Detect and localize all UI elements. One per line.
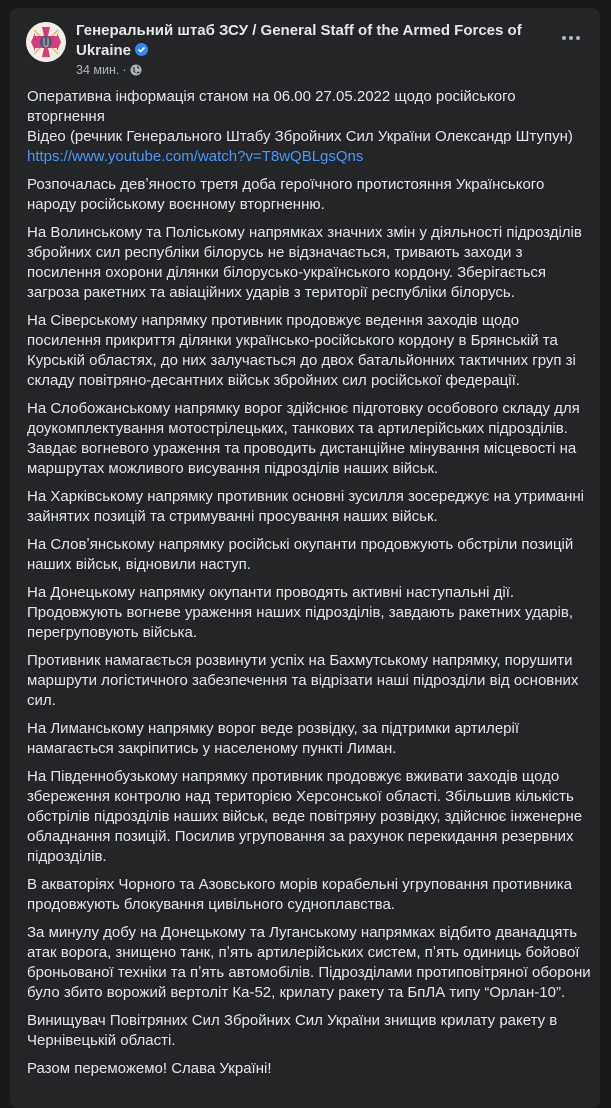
paragraph-donetsk: На Донецькому напрямку окупанти проводять активні наступальні дії. Продовжують вогневе ураження наших підрозділів, завдають ракетних ударів, перегруповують війська.: [27, 584, 574, 641]
paragraph-bakhmut: Противник намагається розвинути успіх на Бахмутському напрямку, порушити маршрути логістичного забезпечення та відрізати наші підрозділи від основних сил.: [27, 652, 579, 709]
paragraph-pivdennobuzky: На Південнобузькому напрямку противник продовжує вживати заходів щодо збереження контролю над територією Херсонської області. Збільшив кількість обстрілів підрозділів наших військ, веде повітряну розвідку, здійснює інженерне обладнання позицій. Посилив угруповання за рахунок перекидання резервних підрозділів.: [27, 768, 583, 865]
paragraph-volyn-polissia: На Волинському та Поліському напрямках значних змін у діяльності підрозділів збройних сил республіки білорусь не відзначається, тривають заходи з посилення охорони ділянки білорусько-українського кордону. Зберігається загроза ракетних та авіаційних ударів з території республіки білорусь.: [27, 224, 582, 301]
intro-line-2: Відео (речник Генерального Штабу Збройних Сил України Олександр Штупун): [27, 128, 573, 145]
avatar[interactable]: [26, 22, 66, 62]
post-card: [10, 8, 600, 1108]
globe-icon[interactable]: [130, 64, 142, 76]
verified-badge-icon: [135, 43, 148, 56]
dot-icon: [562, 36, 566, 40]
dot-icon: [569, 36, 573, 40]
paragraph-daily-losses: За минулу добу на Донецькому та Луганському напрямках відбито дванадцять атак ворога, знищено танк, пʼять артилерійських систем, пʼять одиниць бойової броньованої техніки та пʼять автомобілів. Підрозділами протиповітряної оборони було збито ворожий вертоліт Ка-52, крилату ракету та БпЛА типу “Орлан-10”.: [27, 924, 591, 1001]
post-intro: [27, 87, 592, 167]
post-body: [27, 87, 592, 1087]
more-options-button[interactable]: [562, 36, 580, 40]
post-meta: [76, 63, 142, 77]
post-header: [10, 8, 600, 80]
author-name[interactable]: Генеральний штаб ЗСУ / General Staff of the Armed Forces of Ukraine: [76, 22, 522, 59]
paragraph-black-azov-seas: В акваторіях Чорного та Азовського морів корабельні угруповання противника продовжують блокування цивільного судноплавства.: [27, 876, 573, 913]
dot-icon: [576, 36, 580, 40]
paragraph-sloviansk: На Словʼянському напрямку російські окупанти продовжують обстріли позицій наших військ, відновили наступ.: [27, 536, 574, 573]
meta-separator: ·: [122, 63, 127, 77]
paragraph-siversky: На Сіверському напрямку противник продовжує ведення заходів щодо посилення прикриття ділянки українсько-російського кордону в Брянській та Курській областях, до них залучається до двох батальйонних тактичних груп зі складу повітряно-десантних військ збройних сил російської федерації.: [27, 312, 576, 389]
paragraph-slobozhansky: На Слобожанському напрямку ворог здійснює підготовку особового складу для доукомплектування мотострілецьких, танкових та артилерійських підрозділів. Завдає вогневого ураження та проводить дистанційне мінування місцевості на маршрутах можливого висування підрозділів наших військ.: [27, 400, 580, 477]
paragraph-kharkiv: На Харківському напрямку противник основні зусилля зосереджує на утриманні зайнятих позицій та стримуванні просування наших військ.: [27, 488, 585, 525]
armed-forces-emblem-icon: [26, 22, 66, 62]
paragraph-intro-day: Розпочалась девʼяносто третя доба героїчного протистояння Українського народу російському воєнному вторгненню.: [27, 176, 545, 213]
paragraph-air-force: Винищувач Повітряних Сил Збройних Сил України знищив крилату ракету в Чернівецькій області.: [27, 1012, 558, 1049]
paragraph-closing: Разом переможемо! Слава Україні!: [27, 1060, 272, 1077]
post-author[interactable]: [76, 21, 546, 61]
paragraph-lyman: На Лиманському напрямку ворог веде розвідку, за підтримки артилерії намагається закріпитись у населеному пункті Лиман.: [27, 720, 519, 757]
post-timestamp[interactable]: 34 мин.: [76, 63, 120, 77]
intro-line-1: Оперативна інформація станом на 06.00 27.05.2022 щодо російського вторгнення: [27, 88, 516, 125]
youtube-link[interactable]: https://www.youtube.com/watch?v=T8wQBLgsQns: [27, 148, 364, 165]
